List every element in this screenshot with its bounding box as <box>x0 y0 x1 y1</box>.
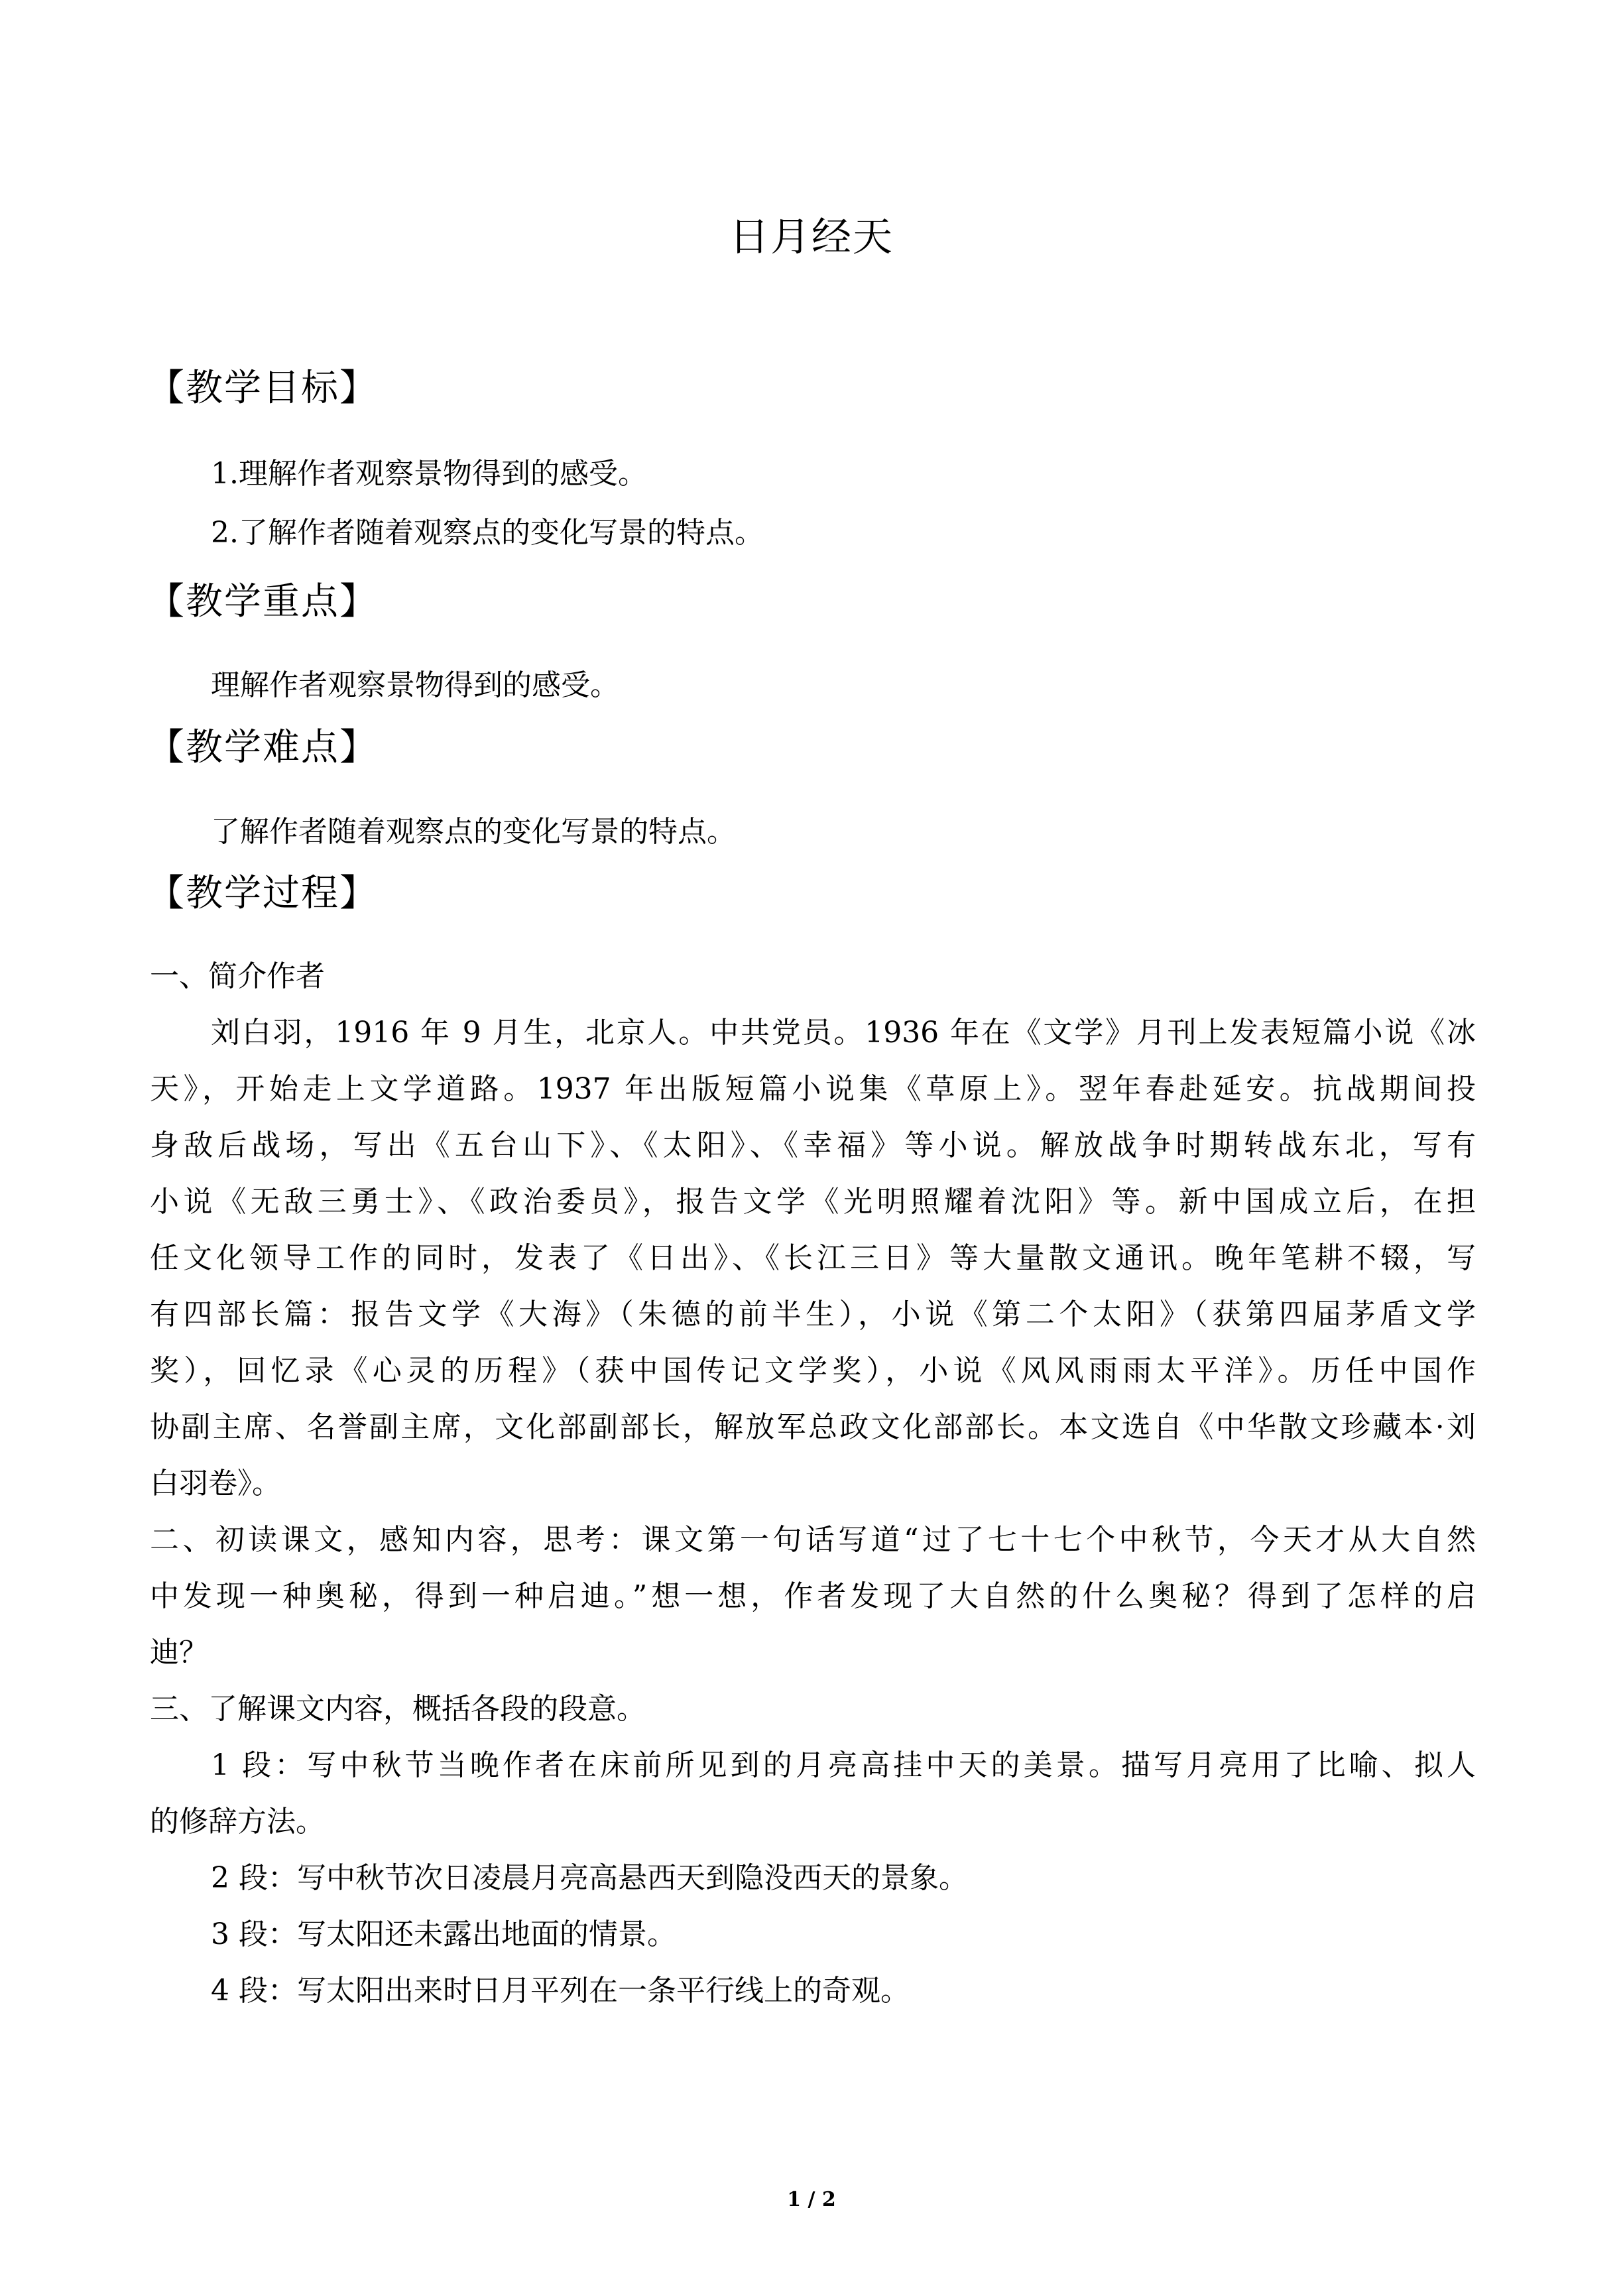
goal-item-1: 1.理解作者观察景物得到的感受。 <box>211 457 647 491</box>
author-line-5: 任文化领导工作的同时，发表了《日出》、《长江三日》等大量散文通讯。晚年笔耕不辍，写 <box>150 1241 1476 1275</box>
author-line-8: 协副主席、名誉副主席，文化部副部长，解放军总政文化部部长。本文选自《中华散文珍藏本·刘 <box>150 1410 1476 1444</box>
page-title: 日月经天 <box>729 214 894 261</box>
author-line-2: 天》，开始走上文学道路。1937 年出版短篇小说集《草原上》。翌年春赴延安。抗战期间投 <box>150 1072 1476 1106</box>
section-heading-key-point: 【教学重点】 <box>147 580 378 623</box>
step2-line-3: 迪？ <box>150 1636 208 1669</box>
author-line-1: 刘白羽，1916 年 9 月生，北京人。中共党员。1936 年在《文学》月刊上发表短篇小说《冰 <box>211 1016 1476 1050</box>
author-line-9: 白羽卷》。 <box>150 1467 281 1500</box>
step2-line-2: 中发现一种奥秘，得到一种启迪。”想一想，作者发现了大自然的什么奥秘？得到了怎样的启 <box>150 1579 1476 1613</box>
para4-text: 4 段：写太阳出来时日月平列在一条平行线上的奇观。 <box>211 1974 910 2008</box>
step3-title: 三、了解课文内容，概括各段的段意。 <box>150 1692 646 1726</box>
para3-text: 3 段：写太阳还未露出地面的情景。 <box>211 1917 676 1951</box>
author-line-3: 身敌后战场，写出《五台山下》、《太阳》、《幸福》等小说。解放战争时期转战东北，写有 <box>150 1128 1476 1162</box>
goal-item-2: 2.了解作者随着观察点的变化写景的特点。 <box>211 516 764 550</box>
page-number: 1 / 2 <box>787 2188 836 2211</box>
para2-text: 2 段：写中秋节次日凌晨月亮高悬西天到隐没西天的景象。 <box>211 1861 968 1895</box>
author-line-7: 奖），回忆录《心灵的历程》（获中国传记文学奖），小说《风风雨雨太平洋》。历任中国作 <box>150 1354 1476 1388</box>
author-line-4: 小说《无敌三勇士》、《政治委员》，报告文学《光明照耀着沈阳》等。新中国成立后，在担 <box>150 1185 1476 1219</box>
para1-line-2: 的修辞方法。 <box>150 1805 325 1839</box>
difficulty-text: 了解作者随着观察点的变化写景的特点。 <box>211 815 736 849</box>
section-heading-difficulty: 【教学难点】 <box>147 726 378 769</box>
step2-line-1: 二、初读课文，感知内容，思考：课文第一句话写道“过了七十七个中秋节，今天才从大自然 <box>150 1523 1476 1557</box>
section-heading-goals: 【教学目标】 <box>147 367 378 410</box>
para1-line-1: 1 段：写中秋节当晚作者在床前所见到的月亮高挂中天的美景。描写月亮用了比喻、拟人 <box>211 1748 1476 1782</box>
author-line-6: 有四部长篇：报告文学《大海》（朱德的前半生），小说《第二个太阳》（获第四届茅盾文学 <box>150 1298 1476 1331</box>
step1-title: 一、简介作者 <box>150 959 325 993</box>
section-heading-process: 【教学过程】 <box>147 872 378 915</box>
key-point-text: 理解作者观察景物得到的感受。 <box>211 668 619 702</box>
